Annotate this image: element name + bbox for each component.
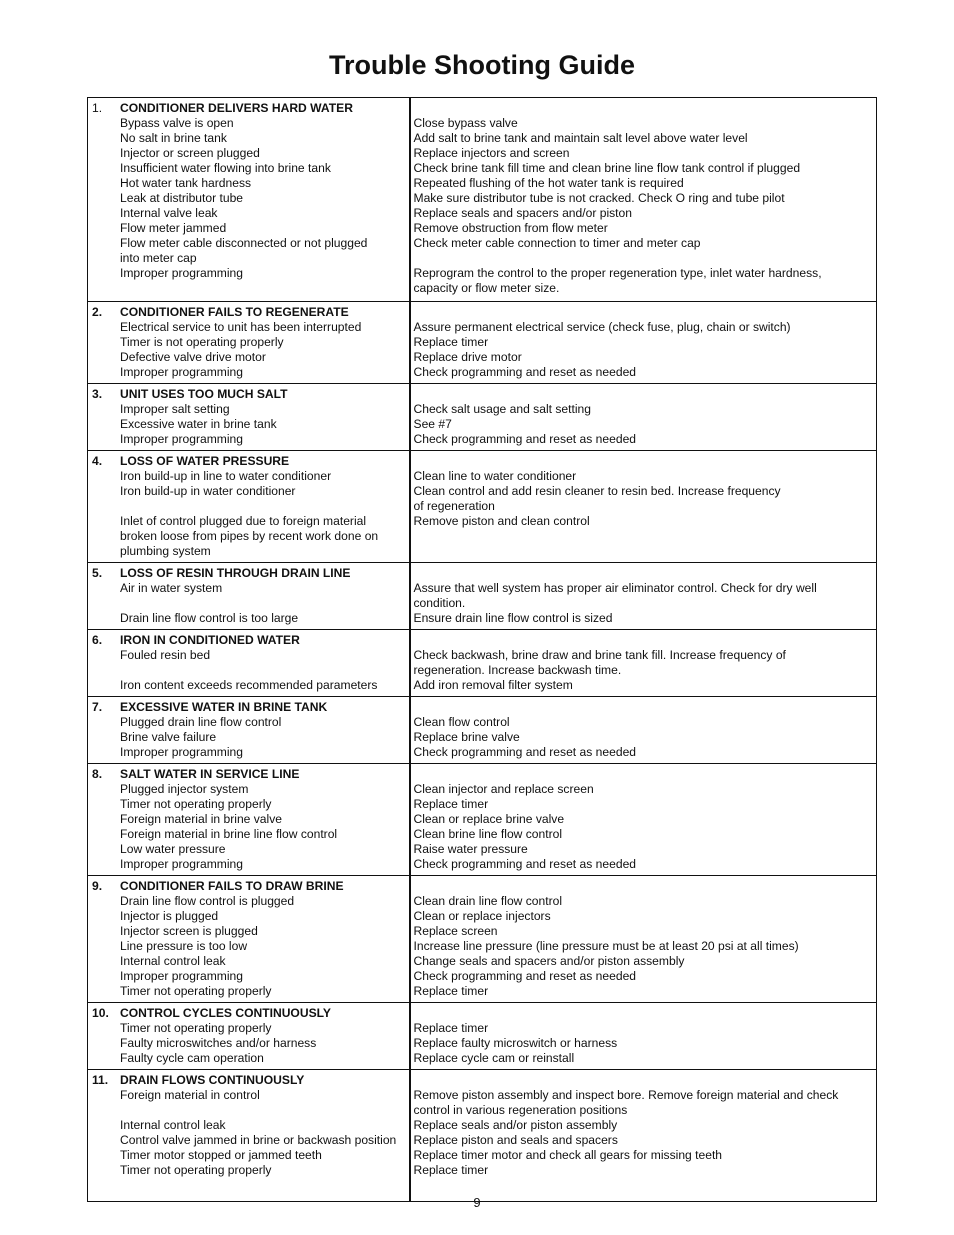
solution-text: Assure permanent electrical service (check fuse, plug, chain or switch) <box>413 320 791 334</box>
cause-text <box>92 663 409 678</box>
solution-text: Check salt usage and salt setting <box>413 402 591 416</box>
cause-text: plumbing system <box>120 544 211 558</box>
problem-number: 11. <box>92 1073 109 1087</box>
solution-text: Check programming and reset as needed <box>413 857 637 871</box>
solution-text: Replace seals and/or piston assembly <box>413 1118 618 1132</box>
cause-text: Timer not operating properly <box>120 797 272 811</box>
cause-text: Improper programming <box>120 969 243 983</box>
solution-text: Ensure drain line flow control is sized <box>413 611 613 625</box>
solution-cell <box>410 384 877 451</box>
solution-text: Check meter cable connection to timer and meter cap <box>413 236 701 250</box>
problem-heading <box>92 305 409 320</box>
problem-cell <box>88 563 410 630</box>
problem-cell <box>88 876 410 1003</box>
solution-text: Clean or replace injectors <box>413 909 551 923</box>
problem-title: CONDITIONER FAILS TO REGENERATE <box>120 305 349 319</box>
solution-text: Remove piston assembly and inspect bore. Remove foreign material and check <box>413 1088 839 1102</box>
solution-text: Repeated flushing of the hot water tank is required <box>413 176 684 190</box>
cause-text <box>92 596 409 611</box>
problem-number: 1. <box>92 101 103 115</box>
solution-text: condition. <box>413 596 466 610</box>
cause-text: Timer motor stopped or jammed teeth <box>120 1148 322 1162</box>
problem-number: 2. <box>92 305 103 319</box>
problem-cell <box>88 451 410 563</box>
solution-text: capacity or flow meter size. <box>413 281 560 295</box>
problem-row <box>88 1003 877 1070</box>
solution-text <box>414 251 869 266</box>
cause-text: Iron build-up in line to water conditioner <box>120 469 332 483</box>
problem-title: CONDITIONER DELIVERS HARD WATER <box>120 101 353 115</box>
problem-cell <box>88 764 410 876</box>
problem-heading <box>92 566 409 581</box>
cause-text: Faulty cycle cam operation <box>120 1051 264 1065</box>
solution-text: Add salt to brine tank and maintain salt level above water level <box>413 131 748 145</box>
solution-text: Replace brine valve <box>413 730 520 744</box>
cause-text: into meter cap <box>120 251 197 265</box>
solution-text: Replace timer <box>413 1163 489 1177</box>
cause-text: Injector screen is plugged <box>120 924 258 938</box>
solution-text: Check brine tank fill time and clean brine line flow tank control if plugged <box>413 161 801 175</box>
solution-cell <box>410 563 877 630</box>
cause-text: Leak at distributor tube <box>120 191 244 205</box>
solution-text: Clean control and add resin cleaner to resin bed. Increase frequency <box>413 484 781 498</box>
solution-text: Remove piston and clean control <box>413 514 590 528</box>
cause-text: Internal valve leak <box>120 206 218 220</box>
problem-title: UNIT USES TOO MUCH SALT <box>120 387 288 401</box>
solution-text: Replace cycle cam or reinstall <box>413 1051 575 1065</box>
problem-heading <box>92 633 409 648</box>
cause-text: Plugged injector system <box>120 782 249 796</box>
cause-text: broken loose from pipes by recent work done on <box>120 529 379 543</box>
cause-text <box>92 1103 409 1118</box>
cause-text: Iron content exceeds recommended parameters <box>120 678 378 692</box>
solution-text: See #7 <box>413 417 452 431</box>
solution-text: control in various regeneration positions <box>413 1103 628 1117</box>
troubleshooting-table <box>87 97 877 1202</box>
cause-text: Bypass valve is open <box>120 116 234 130</box>
solution-cell <box>410 764 877 876</box>
problem-cell <box>88 384 410 451</box>
problem-cell <box>88 697 410 764</box>
solution-cell <box>410 302 877 384</box>
problem-cell <box>88 1070 410 1202</box>
problem-heading <box>92 454 409 469</box>
problem-number: 4. <box>92 454 103 468</box>
solution-cell <box>410 451 877 563</box>
cause-text: Control valve jammed in brine or backwash position <box>120 1133 397 1147</box>
cause-text: Iron build-up in water conditioner <box>120 484 296 498</box>
problem-number: 6. <box>92 633 103 647</box>
problem-row <box>88 876 877 1003</box>
problem-title: SALT WATER IN SERVICE LINE <box>120 767 300 781</box>
page-number: 9 <box>473 1195 481 1210</box>
solution-text: Remove obstruction from flow meter <box>413 221 608 235</box>
solution-text: Replace injectors and screen <box>413 146 570 160</box>
solution-cell <box>410 98 877 302</box>
solution-text: Check programming and reset as needed <box>413 432 637 446</box>
cause-text: Internal control leak <box>120 954 226 968</box>
problem-heading <box>92 879 409 894</box>
solution-text: Clean or replace brine valve <box>413 812 565 826</box>
solution-text: regeneration. Increase backwash time. <box>413 663 622 677</box>
cause-text: Timer is not operating properly <box>120 335 284 349</box>
cause-text: Timer not operating properly <box>120 984 272 998</box>
problem-number: 9. <box>92 879 103 893</box>
solution-text: Raise water pressure <box>413 842 528 856</box>
problem-row <box>88 451 877 563</box>
problem-title: LOSS OF WATER PRESSURE <box>120 454 290 468</box>
cause-text: Hot water tank hardness <box>120 176 252 190</box>
solution-text: Replace faulty microswitch or harness <box>413 1036 618 1050</box>
problem-heading <box>92 101 409 116</box>
cause-text: Drain line flow control is too large <box>120 611 299 625</box>
solution-text: Replace timer motor and check all gears for missing teeth <box>413 1148 723 1162</box>
problem-title: CONDITIONER FAILS TO DRAW BRINE <box>120 879 344 893</box>
solution-text: Clean flow control <box>413 715 510 729</box>
cause-text: Excessive water in brine tank <box>120 417 277 431</box>
problem-number: 8. <box>92 767 103 781</box>
solution-text: Replace timer <box>413 335 489 349</box>
problem-row <box>88 697 877 764</box>
cause-text: Drain line flow control is plugged <box>120 894 295 908</box>
solution-text: Check programming and reset as needed <box>413 969 637 983</box>
problem-row <box>88 384 877 451</box>
cause-text: Foreign material in control <box>120 1088 260 1102</box>
solution-text: Make sure distributor tube is not cracked. Check O ring and tube pilot <box>413 191 785 205</box>
cause-text: Flow meter jammed <box>120 221 227 235</box>
cause-text: Timer not operating properly <box>120 1021 272 1035</box>
problem-title: LOSS OF RESIN THROUGH DRAIN LINE <box>120 566 351 580</box>
problem-cell <box>88 630 410 697</box>
cause-text: Electrical service to unit has been interrupted <box>120 320 362 334</box>
solution-text: Clean brine line flow control <box>413 827 563 841</box>
cause-text: Foreign material in brine valve <box>120 812 282 826</box>
solution-text: Replace timer <box>413 797 489 811</box>
problem-number: 7. <box>92 700 103 714</box>
solution-text: Change seals and spacers and/or piston assembly <box>413 954 685 968</box>
solution-text: Replace screen <box>413 924 498 938</box>
problem-row <box>88 302 877 384</box>
cause-text: Inlet of control plugged due to foreign material <box>120 514 367 528</box>
cause-text: Improper programming <box>120 365 243 379</box>
problem-title: DRAIN FLOWS CONTINUOUSLY <box>120 1073 305 1087</box>
solution-text: Clean injector and replace screen <box>413 782 594 796</box>
cause-text: Injector or screen plugged <box>120 146 260 160</box>
problem-number: 3. <box>92 387 103 401</box>
solution-text: of regeneration <box>413 499 495 513</box>
solution-cell <box>410 697 877 764</box>
solution-text: Replace seals and spacers and/or piston <box>413 206 632 220</box>
solution-text: Assure that well system has proper air eliminator control. Check for dry well <box>413 581 817 595</box>
solution-cell <box>410 630 877 697</box>
cause-text: Plugged drain line flow control <box>120 715 282 729</box>
solution-text: Reprogram the control to the proper regeneration type, inlet water hardness, <box>413 266 822 280</box>
cause-text: Air in water system <box>120 581 223 595</box>
problem-row <box>88 98 877 302</box>
cause-text: Internal control leak <box>120 1118 226 1132</box>
problem-heading <box>92 767 409 782</box>
cause-text: Injector is plugged <box>120 909 219 923</box>
problem-number: 10. <box>92 1006 109 1020</box>
cause-text: Timer not operating properly <box>120 1163 272 1177</box>
cause-text: Improper programming <box>120 432 243 446</box>
problem-heading <box>92 1073 409 1088</box>
cause-text: Flow meter cable disconnected or not plugged <box>120 236 368 250</box>
solution-text: Increase line pressure (line pressure must be at least 20 psi at all times) <box>413 939 799 953</box>
solution-text: Close bypass valve <box>413 116 518 130</box>
problem-cell <box>88 302 410 384</box>
solution-text: Add iron removal filter system <box>413 678 573 692</box>
cause-text <box>92 499 409 514</box>
problem-heading <box>92 700 409 715</box>
solution-text: Replace drive motor <box>413 350 522 364</box>
problem-row <box>88 630 877 697</box>
solution-cell <box>410 1003 877 1070</box>
cause-text: Low water pressure <box>120 842 226 856</box>
cause-text: Improper programming <box>120 745 243 759</box>
cause-text: Line pressure is too low <box>120 939 248 953</box>
solution-text: Replace timer <box>413 984 489 998</box>
problem-heading <box>92 1006 409 1021</box>
cause-text: Defective valve drive motor <box>120 350 266 364</box>
problem-title: IRON IN CONDITIONED WATER <box>120 633 300 647</box>
cause-text: Improper programming <box>120 857 243 871</box>
cause-text: No salt in brine tank <box>120 131 227 145</box>
solution-cell <box>410 1070 877 1202</box>
solution-text: Check programming and reset as needed <box>413 745 637 759</box>
problem-cell <box>88 98 410 302</box>
solution-text: Replace piston and seals and spacers <box>413 1133 618 1147</box>
problem-heading <box>92 387 409 402</box>
cause-text: Faulty microswitches and/or harness <box>120 1036 317 1050</box>
solution-text: Check programming and reset as needed <box>413 365 637 379</box>
solution-cell <box>410 876 877 1003</box>
cause-text: Improper salt setting <box>120 402 230 416</box>
problem-number: 5. <box>92 566 103 580</box>
problem-title: CONTROL CYCLES CONTINUOUSLY <box>120 1006 331 1020</box>
problem-cell <box>88 1003 410 1070</box>
cause-text: Brine valve failure <box>120 730 217 744</box>
cause-text: Foreign material in brine line flow control <box>120 827 338 841</box>
problem-row <box>88 563 877 630</box>
solution-text: Clean line to water conditioner <box>413 469 577 483</box>
cause-text: Fouled resin bed <box>120 648 211 662</box>
problem-row <box>88 1070 877 1202</box>
cause-text: Improper programming <box>120 266 243 280</box>
solution-text: Replace timer <box>413 1021 489 1035</box>
problem-title: EXCESSIVE WATER IN BRINE TANK <box>120 700 328 714</box>
solution-text: Clean drain line flow control <box>413 894 563 908</box>
solution-text: Check backwash, brine draw and brine tank fill. Increase frequency of <box>413 648 786 662</box>
page-title: Trouble Shooting Guide <box>329 50 635 80</box>
problem-row <box>88 764 877 876</box>
cause-text: Insufficient water flowing into brine tank <box>120 161 331 175</box>
